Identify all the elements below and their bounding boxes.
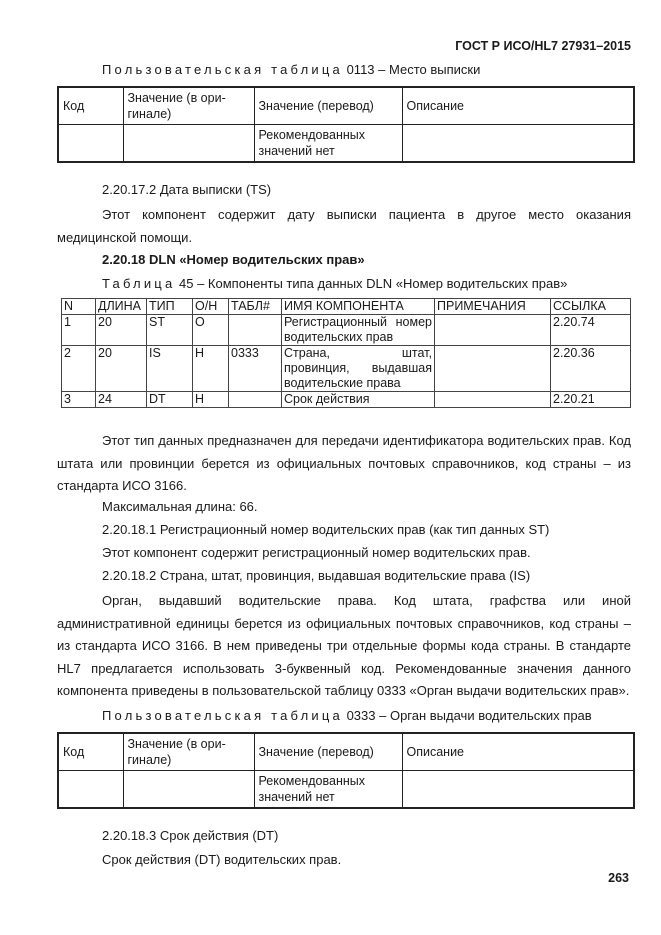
col-header-code: Код	[58, 733, 123, 771]
page-number: 263	[608, 871, 629, 885]
cell-length: 20	[96, 315, 147, 346]
cell-opt: Н	[193, 346, 229, 392]
cell-reference: 2.20.74	[551, 315, 631, 346]
table-0113-caption	[102, 62, 480, 77]
col-header-description: Описание	[402, 733, 634, 771]
heading-text: Страна, штат, провинция, выдавшая водительские права (IS)	[159, 568, 531, 583]
table-header-row	[58, 87, 634, 125]
section-heading-2-20-18: 2.20.18 DLN «Номер водительских прав»	[102, 252, 365, 267]
caption-rest: 45 – Компоненты типа данных DLN «Номер водительских прав»	[179, 276, 568, 291]
col-header-value-original	[123, 733, 254, 771]
paragraph-text: Этот компонент содержит дату выписки пациента в другое место оказания медицинской помощи.	[57, 207, 631, 245]
col-header-description: Описание	[402, 87, 634, 125]
heading-num: 2.20.17.2	[102, 182, 157, 197]
col-n: N	[62, 299, 96, 315]
cell-notes	[435, 392, 551, 408]
cell-n: 2	[62, 346, 96, 392]
col-header-code: Код	[58, 87, 123, 125]
cell-notes	[435, 346, 551, 392]
cell-notes	[435, 315, 551, 346]
subsection-heading-2-20-18-3	[102, 828, 278, 843]
cell-description	[402, 125, 634, 163]
cell-code	[58, 771, 123, 809]
heading-num: 2.20.18.2	[102, 568, 157, 583]
table-0333-caption	[102, 708, 592, 723]
col-header-value-translation: Значение (перевод)	[254, 87, 402, 125]
heading-num: 2.20.18.3	[102, 828, 157, 843]
col-notes: ПРИМЕЧАНИЯ	[435, 299, 551, 315]
cell-component-name: Срок действия	[282, 392, 435, 408]
caption-word: Пользовательская таблица	[102, 708, 343, 723]
heading-num: 2.20.18.1	[102, 522, 157, 537]
h2-line1: Значение (в ори-	[127, 737, 226, 751]
user-table-0113	[57, 86, 635, 163]
cell-value-original	[123, 125, 254, 163]
table-row	[62, 392, 631, 408]
heading-text: Регистрационный номер водительских прав (как тип данных ST)	[159, 522, 550, 537]
table-header-row	[58, 733, 634, 771]
max-length-line	[102, 499, 258, 514]
paragraph-text: Этот тип данных предназначен для передачи идентификатора водительских прав. Код штата или провинции берется из официальных почтовых справочников, код страны – из стандарта ИСО 3166.	[57, 433, 631, 493]
h2-line2: гинале)	[127, 107, 172, 121]
paragraph: Срок действия (DT) водительских прав.	[102, 852, 342, 867]
heading-text: Срок действия (DT)	[159, 828, 279, 843]
max-length-value: 66.	[239, 499, 258, 514]
col-header-value-translation: Значение (перевод)	[254, 733, 402, 771]
value-line2: значений нет	[258, 790, 335, 804]
table-45-caption	[102, 276, 567, 291]
h2-line1: Значение (в ори-	[127, 91, 226, 105]
cell-value-translation	[254, 771, 402, 809]
subsection-heading-2-20-17-2	[102, 182, 271, 197]
value-line1: Рекомендованных	[258, 774, 365, 788]
table-row	[62, 346, 631, 392]
max-length-label: Максимальная длина:	[102, 499, 240, 514]
col-type: ТИП	[147, 299, 193, 315]
subsection-heading-2-20-18-1	[102, 522, 549, 537]
value-line1: Рекомендованных	[258, 128, 365, 142]
components-table-dln	[61, 298, 631, 408]
cell-reference: 2.20.21	[551, 392, 631, 408]
col-header-value-original	[123, 87, 254, 125]
cell-table	[229, 315, 282, 346]
col-reference: ССЫЛКА	[551, 299, 631, 315]
cell-code	[58, 125, 123, 163]
cell-component-name: Регистрационный номер водительских прав	[282, 315, 435, 346]
col-length: ДЛИНА	[96, 299, 147, 315]
col-component-name: ИМЯ КОМПОНЕНТА	[282, 299, 435, 315]
cell-opt: О	[193, 315, 229, 346]
cell-length: 20	[96, 346, 147, 392]
paragraph-text: Орган, выдавший водительские права. Код штата, графства или иной административной единицы берется из официальных почтовых справочников, код страны – из стандарта ИСО 3166. В нем приведены три отдельные формы кода страны. В стандарте HL7 предлагается использовать 3-буквенный код. Рекомендованные значения данного компонента приведены в пользовательской таблицу 0333 «Орган выдачи водительских прав».	[57, 593, 631, 698]
cell-length: 24	[96, 392, 147, 408]
caption-rest: 0333 – Орган выдачи водительских прав	[346, 708, 592, 723]
value-line2: значений нет	[258, 144, 335, 158]
table-row	[58, 771, 634, 809]
cell-type: IS	[147, 346, 193, 392]
table-row	[62, 315, 631, 346]
h2-line2: гинале)	[127, 753, 172, 767]
subsection-heading-2-20-18-2	[102, 568, 530, 583]
cell-description	[402, 771, 634, 809]
cell-value-original	[123, 771, 254, 809]
cell-type: ST	[147, 315, 193, 346]
paragraph	[57, 204, 631, 249]
cell-table: 0333	[229, 346, 282, 392]
col-opt: О/Н	[193, 299, 229, 315]
caption-rest: 0113 – Место выписки	[346, 62, 481, 77]
paragraph	[57, 430, 631, 498]
paragraph	[57, 590, 631, 703]
cell-table	[229, 392, 282, 408]
cell-value-translation	[254, 125, 402, 163]
user-table-0333	[57, 732, 635, 809]
document-header: ГОСТ Р ИСО/HL7 27931–2015	[455, 39, 631, 53]
caption-word: Пользовательская таблица	[102, 62, 343, 77]
cell-component-name: Страна, штат, провинция, выдавшая водительские права	[282, 346, 435, 392]
cell-type: DT	[147, 392, 193, 408]
cell-n: 3	[62, 392, 96, 408]
paragraph: Этот компонент содержит регистрационный номер водительских прав.	[102, 545, 531, 560]
heading-text: Дата выписки (TS)	[159, 182, 272, 197]
table-header-row	[62, 299, 631, 315]
col-table: ТАБЛ#	[229, 299, 282, 315]
table-row	[58, 125, 634, 163]
cell-opt: Н	[193, 392, 229, 408]
cell-reference: 2.20.36	[551, 346, 631, 392]
caption-word: Таблица	[102, 276, 176, 291]
cell-n: 1	[62, 315, 96, 346]
